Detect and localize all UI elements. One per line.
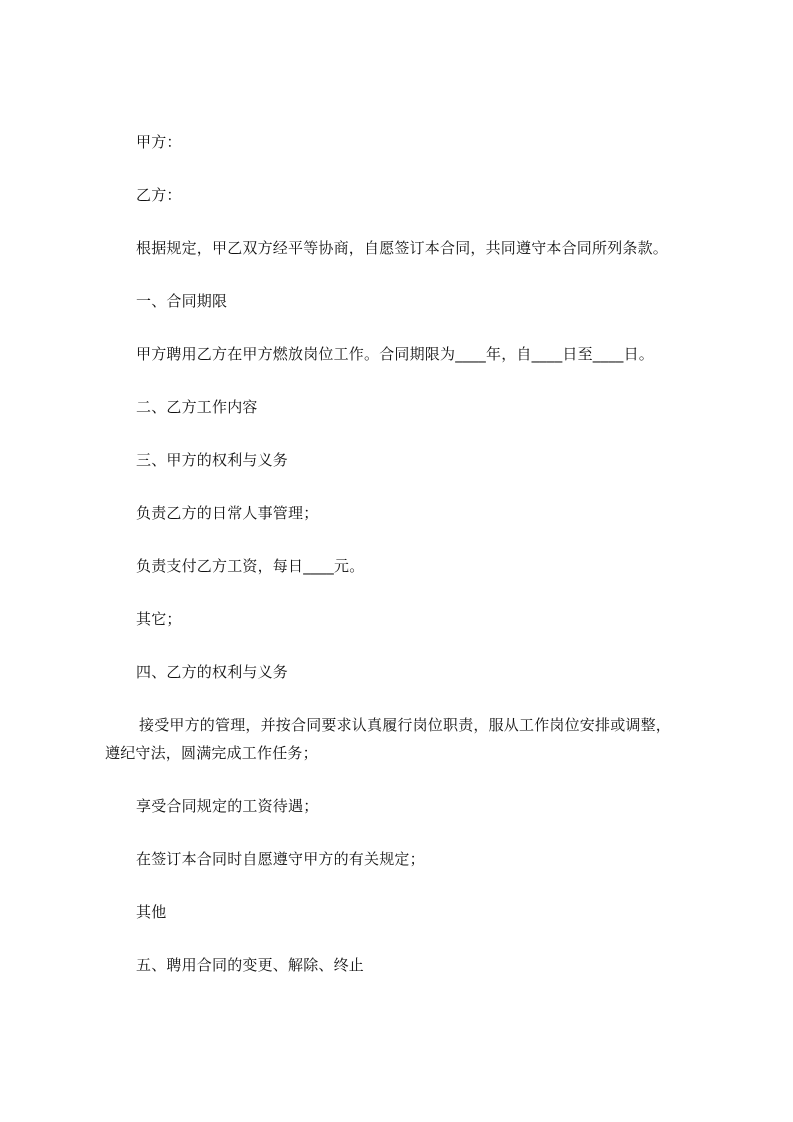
party-a-duty-3: 其它； — [136, 610, 182, 628]
party-b-label: 乙方： — [136, 186, 182, 204]
party-a-label: 甲方： — [136, 133, 182, 151]
contract-term-paragraph: 甲方聘用乙方在甲方燃放岗位工作。合同期限为____年，自____日至____日。 — [136, 345, 655, 363]
preamble-paragraph: 根据规定，甲乙双方经平等协商，自愿签订本合同，共同遵守本合同所列条款。 — [136, 239, 669, 257]
section-heading-5: 五、聘用合同的变更、解除、终止 — [136, 956, 365, 974]
party-b-duty-1-line-1: 接受甲方的管理，并按合同要求认真履行岗位职责，服从工作岗位安排或调整， — [139, 716, 672, 734]
section-heading-1: 一、合同期限 — [136, 292, 228, 310]
party-b-duty-2: 享受合同规定的工资待遇； — [136, 797, 319, 815]
section-heading-4: 四、乙方的权利与义务 — [136, 663, 289, 681]
party-b-duty-3: 在签订本合同时自愿遵守甲方的有关规定； — [136, 850, 425, 868]
section-heading-2: 二、乙方工作内容 — [136, 398, 258, 416]
party-a-duty-2: 负责支付乙方工资，每日____元。 — [136, 557, 365, 575]
party-b-duty-4: 其他 — [136, 903, 167, 921]
section-heading-3: 三、甲方的权利与义务 — [136, 451, 289, 469]
party-b-duty-1-line-2: 遵纪守法，圆满完成工作任务； — [105, 744, 318, 762]
party-a-duty-1: 负责乙方的日常人事管理； — [136, 504, 319, 522]
